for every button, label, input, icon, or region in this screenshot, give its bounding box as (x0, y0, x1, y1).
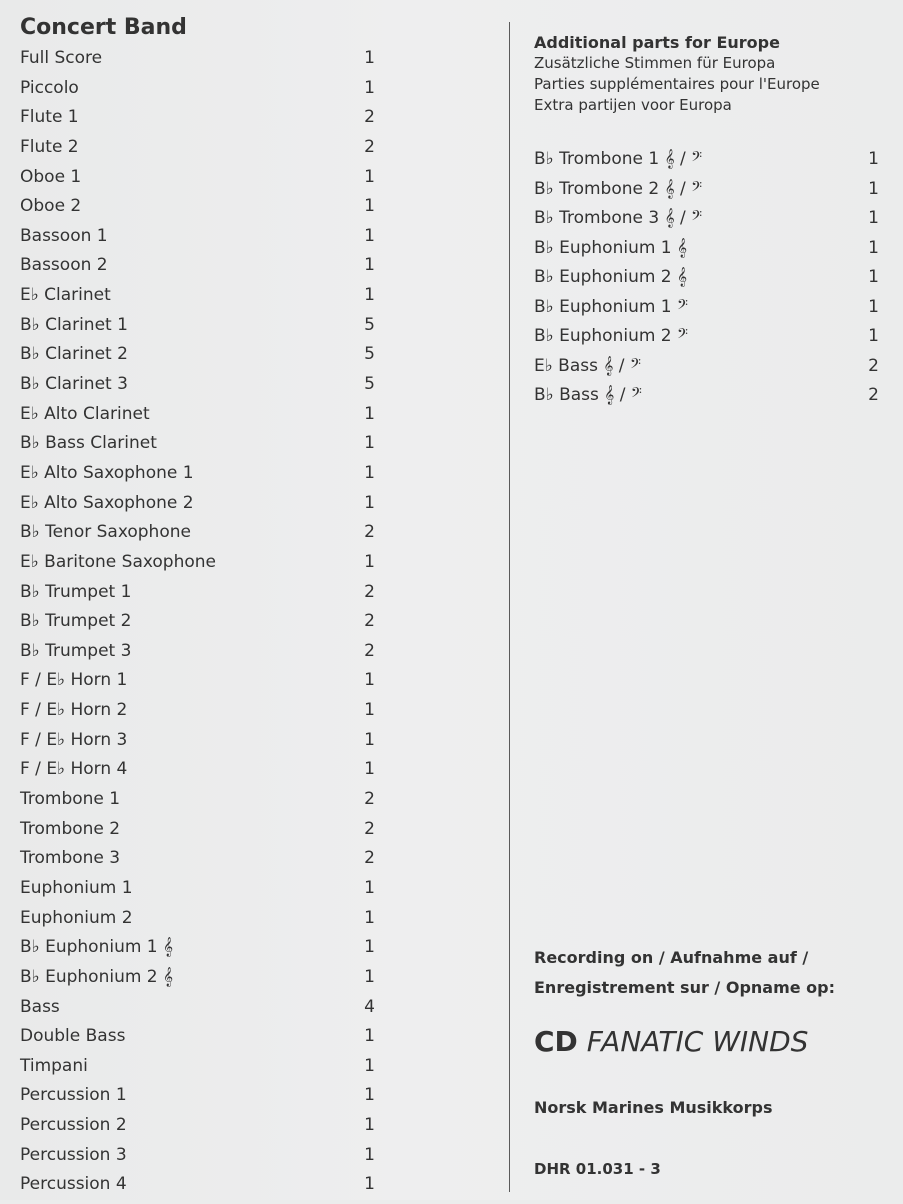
part-name: Percussion 3 (20, 1144, 127, 1165)
part-name: B♭ Euphonium 1 𝄢 (534, 296, 688, 317)
part-name: Flute 1 (20, 107, 79, 128)
right-parts-list (534, 149, 879, 415)
part-row (20, 1026, 380, 1056)
part-name: E♭ Alto Saxophone 2 (20, 492, 194, 513)
part-quantity: 1 (868, 178, 879, 199)
part-quantity: 1 (364, 729, 375, 750)
part-row (20, 374, 380, 404)
part-name: Percussion 1 (20, 1085, 127, 1106)
part-quantity: 1 (364, 77, 375, 98)
part-row (534, 208, 879, 238)
part-name: B♭ Tenor Saxophone (20, 522, 191, 543)
part-row (20, 137, 380, 167)
part-name: B♭ Clarinet 1 (20, 314, 128, 335)
part-name: E♭ Baritone Saxophone (20, 551, 217, 572)
band-name: Norsk Marines Musikkorps (534, 1098, 773, 1117)
part-row (20, 848, 380, 878)
part-quantity: 1 (364, 196, 375, 217)
part-row (534, 238, 879, 268)
part-name: Percussion 4 (20, 1174, 127, 1195)
part-name: B♭ Euphonium 1 𝄞 (534, 237, 688, 258)
part-row (534, 297, 879, 327)
left-parts-list (20, 48, 380, 1204)
recording-line-1: Recording on / Aufnahme auf / (534, 948, 809, 967)
part-quantity: 4 (364, 996, 375, 1017)
part-row (534, 267, 879, 297)
part-name: Flute 2 (20, 136, 79, 157)
part-name: Percussion 2 (20, 1115, 127, 1136)
part-row (20, 700, 380, 730)
part-row (20, 463, 380, 493)
part-name: B♭ Euphonium 1 𝄞 (20, 937, 174, 958)
part-row (20, 582, 380, 612)
part-row (20, 522, 380, 552)
part-row (20, 1085, 380, 1115)
part-row (20, 908, 380, 938)
part-quantity: 1 (364, 403, 375, 424)
part-quantity: 1 (364, 225, 375, 246)
part-row (20, 433, 380, 463)
cd-title: FANATIC WINDS (586, 1025, 809, 1058)
part-quantity: 2 (364, 522, 375, 543)
cd-prefix: CD (534, 1025, 578, 1058)
part-row (20, 285, 380, 315)
part-name: Oboe 2 (20, 196, 82, 217)
part-row (20, 967, 380, 997)
part-quantity: 1 (364, 433, 375, 454)
part-name: Full Score (20, 48, 103, 68)
part-quantity: 1 (868, 208, 879, 228)
part-row (20, 493, 380, 523)
part-name: Euphonium 2 (20, 907, 133, 928)
part-quantity: 1 (868, 296, 879, 317)
part-quantity: 2 (868, 355, 879, 376)
cd-title-line (534, 1025, 808, 1058)
part-row (20, 196, 380, 226)
part-name: Oboe 1 (20, 166, 82, 187)
part-quantity: 1 (364, 255, 375, 276)
part-quantity: 1 (364, 1174, 375, 1195)
part-quantity: 1 (364, 285, 375, 306)
part-quantity: 1 (868, 237, 879, 258)
part-quantity: 2 (364, 818, 375, 839)
part-row (534, 179, 879, 209)
part-row (20, 255, 380, 285)
part-row (20, 344, 380, 374)
part-quantity: 1 (364, 907, 375, 928)
part-row (534, 385, 879, 415)
part-quantity: 5 (364, 374, 375, 395)
part-quantity: 2 (364, 107, 375, 128)
part-name: Trombone 3 (20, 848, 121, 869)
part-name: F / E♭ Horn 3 (20, 729, 128, 750)
part-quantity: 1 (364, 1055, 375, 1076)
part-quantity: 1 (364, 551, 375, 572)
part-quantity: 1 (364, 492, 375, 513)
part-name: B♭ Bass Clarinet (20, 433, 157, 454)
part-quantity: 2 (364, 136, 375, 157)
part-name: Double Bass (20, 1026, 126, 1047)
part-quantity: 1 (364, 937, 375, 958)
recording-label (534, 943, 835, 1003)
part-row (20, 1115, 380, 1145)
part-quantity: 1 (868, 326, 879, 346)
part-quantity: 1 (364, 759, 375, 780)
part-quantity: 1 (364, 1026, 375, 1047)
part-row (20, 226, 380, 256)
part-row (20, 611, 380, 641)
part-row (20, 730, 380, 760)
part-name: B♭ Trumpet 3 (20, 640, 132, 661)
part-name: B♭ Trumpet 2 (20, 611, 132, 632)
part-row (20, 48, 380, 78)
part-row (20, 315, 380, 345)
part-row (20, 670, 380, 700)
part-quantity: 1 (868, 149, 879, 169)
part-name: Euphonium 1 (20, 877, 133, 898)
part-row (20, 1056, 380, 1086)
part-quantity: 1 (364, 1144, 375, 1165)
part-name: B♭ Euphonium 2 𝄞 (20, 966, 174, 987)
catalog-number: DHR 01.031 - 3 (534, 1160, 661, 1178)
part-name: F / E♭ Horn 1 (20, 670, 128, 691)
heading-nl: Extra partijen voor Europa (534, 96, 732, 114)
part-name: Bassoon 2 (20, 255, 108, 276)
part-quantity: 1 (364, 877, 375, 898)
part-quantity: 1 (868, 267, 879, 287)
part-row (20, 759, 380, 789)
part-name: E♭ Bass 𝄞 / 𝄢 (534, 355, 641, 376)
part-name: B♭ Trombone 3 𝄞 / 𝄢 (534, 208, 703, 228)
part-row (534, 326, 879, 356)
part-row (20, 819, 380, 849)
part-row (20, 552, 380, 582)
part-name: B♭ Trombone 2 𝄞 / 𝄢 (534, 178, 703, 199)
part-row (20, 937, 380, 967)
part-row (534, 356, 879, 386)
part-name: E♭ Alto Clarinet (20, 403, 150, 424)
part-quantity: 2 (364, 789, 375, 810)
part-quantity: 1 (364, 1115, 375, 1136)
heading-en: Additional parts for Europe (534, 33, 780, 52)
part-row (20, 167, 380, 197)
part-name: Bassoon 1 (20, 225, 108, 246)
part-name: Trombone 1 (20, 789, 121, 810)
part-quantity: 1 (364, 1085, 375, 1106)
recording-line-2: Enregistrement sur / Opname op: (534, 978, 836, 997)
part-name: F / E♭ Horn 2 (20, 700, 128, 721)
part-name: B♭ Bass 𝄞 / 𝄢 (534, 385, 642, 405)
part-quantity: 2 (364, 640, 375, 661)
part-name: Trombone 2 (20, 818, 121, 839)
part-row (20, 107, 380, 137)
part-name: E♭ Clarinet (20, 285, 111, 306)
part-quantity: 1 (364, 966, 375, 987)
part-row (20, 997, 380, 1027)
part-quantity: 2 (364, 581, 375, 602)
part-name: B♭ Clarinet 2 (20, 344, 128, 365)
part-quantity: 1 (364, 166, 375, 187)
part-name: B♭ Euphonium 2 𝄢 (534, 326, 688, 346)
part-name: B♭ Clarinet 3 (20, 374, 128, 395)
additional-parts-heading (534, 32, 820, 116)
part-row (20, 1145, 380, 1175)
heading-fr: Parties supplémentaires pour l'Europe (534, 75, 820, 93)
part-name: Timpani (20, 1055, 88, 1076)
part-row (20, 641, 380, 671)
part-row (20, 78, 380, 108)
part-row (20, 789, 380, 819)
part-quantity: 1 (364, 48, 375, 68)
column-divider (509, 22, 510, 1192)
part-name: F / E♭ Horn 4 (20, 759, 128, 780)
part-row (20, 404, 380, 434)
heading-de: Zusätzliche Stimmen für Europa (534, 54, 776, 72)
part-quantity: 2 (868, 385, 879, 405)
instrumentation-title: Concert Band (20, 15, 187, 40)
part-name: Piccolo (20, 77, 79, 98)
part-quantity: 2 (364, 611, 375, 632)
part-name: E♭ Alto Saxophone 1 (20, 462, 194, 483)
part-quantity: 1 (364, 700, 375, 721)
part-name: Bass (20, 996, 60, 1017)
part-quantity: 5 (364, 344, 375, 365)
part-name: B♭ Euphonium 2 𝄞 (534, 267, 688, 287)
part-row (534, 149, 879, 179)
part-row (20, 878, 380, 908)
part-quantity: 1 (364, 462, 375, 483)
part-quantity: 1 (364, 670, 375, 691)
part-quantity: 2 (364, 848, 375, 869)
part-name: B♭ Trumpet 1 (20, 581, 132, 602)
part-quantity: 5 (364, 314, 375, 335)
part-name: B♭ Trombone 1 𝄞 / 𝄢 (534, 149, 703, 169)
